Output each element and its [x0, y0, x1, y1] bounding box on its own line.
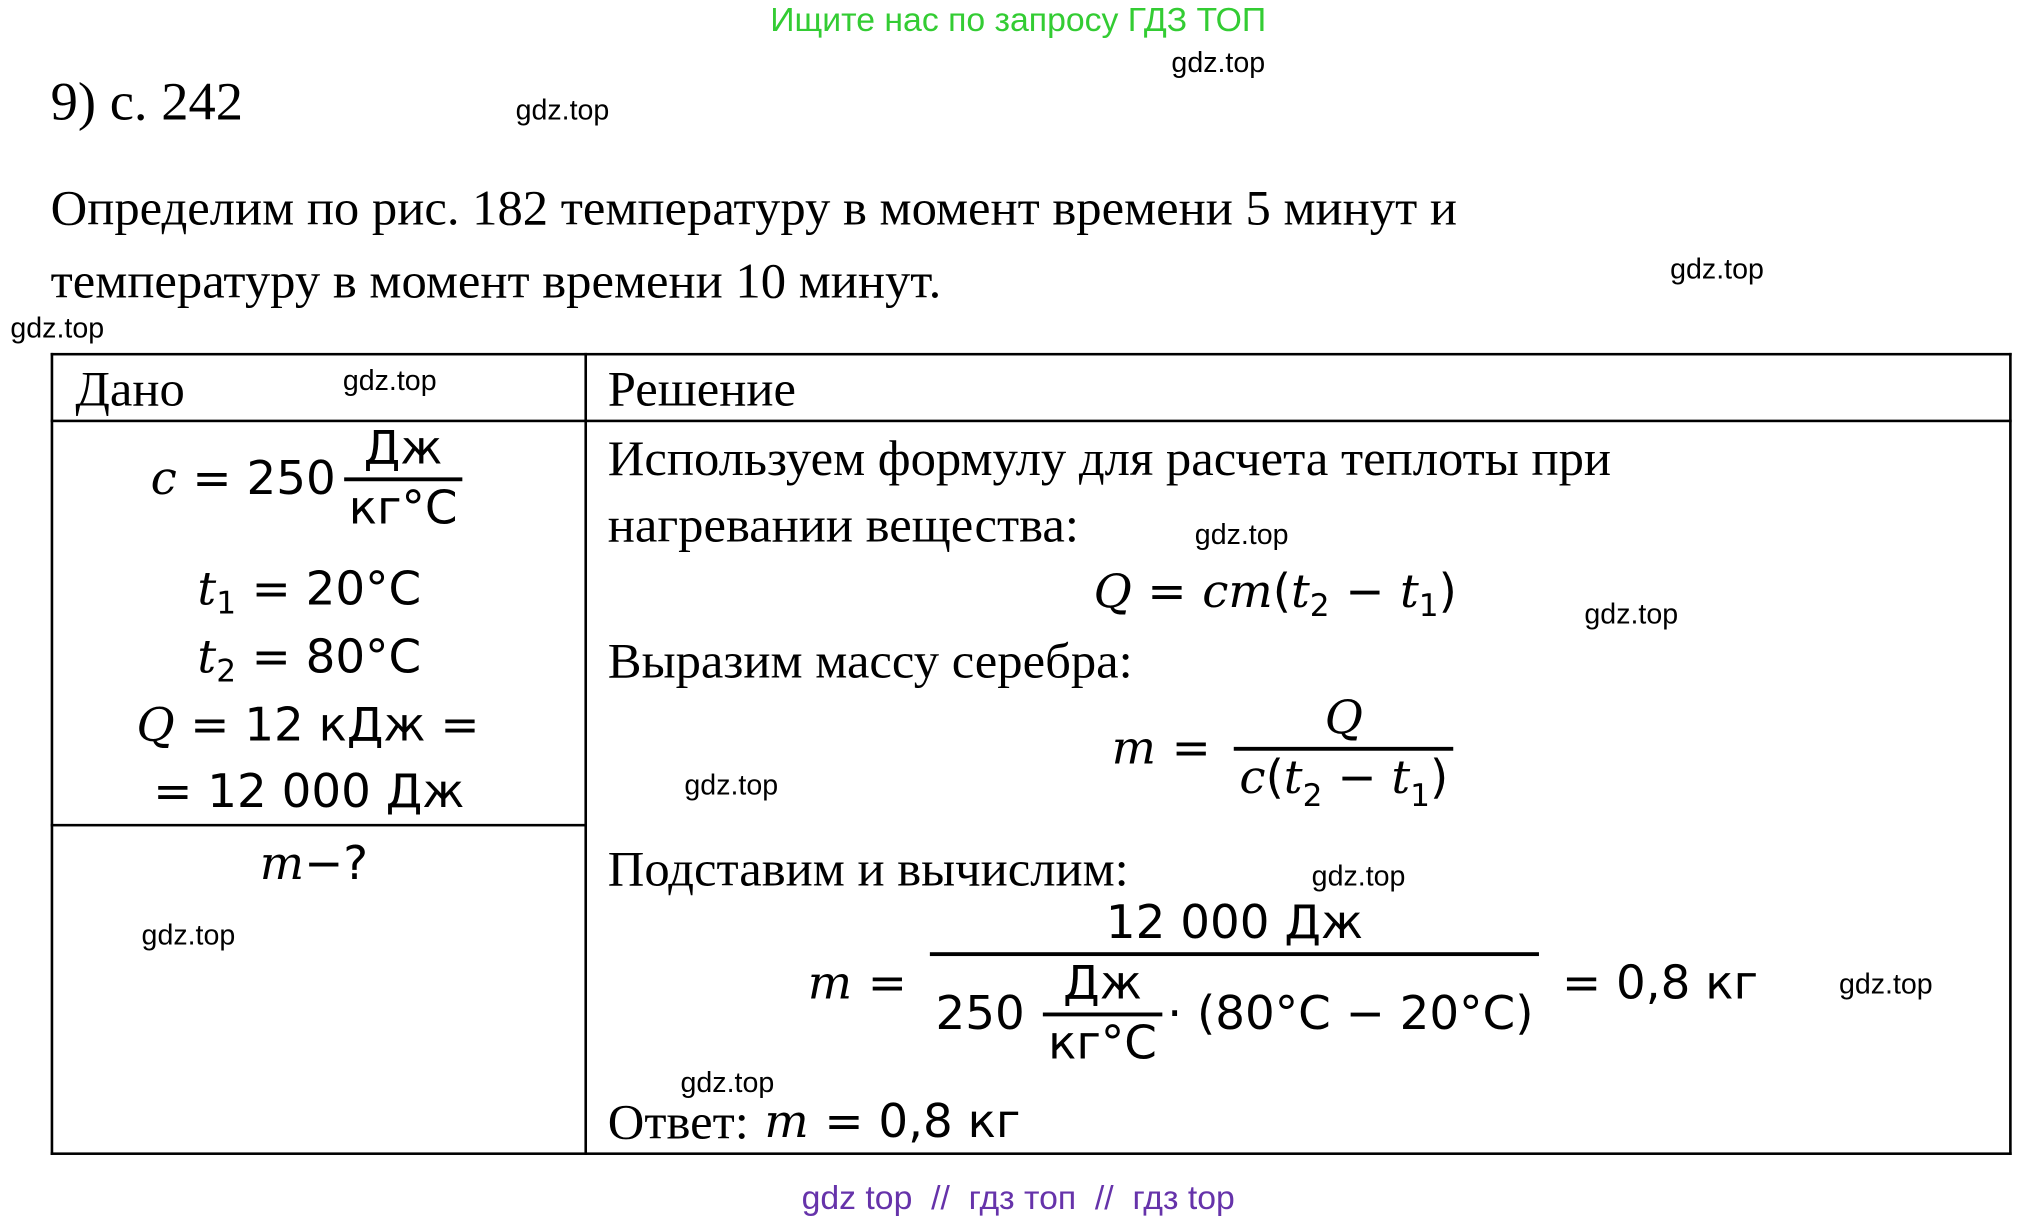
equals: =: [1147, 565, 1187, 619]
watermark: gdz.top: [515, 93, 610, 126]
find-m: [259, 837, 369, 891]
watermark: gdz.top: [1838, 967, 1933, 1000]
den-rest: · (80°С − 20°С): [1167, 987, 1534, 1041]
den-250: 250: [935, 987, 1025, 1041]
given-c: [150, 422, 471, 536]
c-unit-fraction: [344, 422, 463, 536]
table-border-top: [51, 353, 2012, 356]
answer-value: = 0,8 кг: [824, 1095, 1021, 1148]
minus: −: [1345, 565, 1385, 619]
paren: ): [1438, 565, 1457, 619]
intro-line-2: температуру в момент времени 10 минут.: [50, 254, 942, 310]
q-value-joules: = 12 000 Дж: [153, 766, 465, 819]
var-c: c: [150, 452, 177, 505]
var-m: m: [807, 957, 853, 1010]
paren: (: [1272, 565, 1291, 619]
mass-fraction: [1234, 691, 1453, 814]
watermark: gdz.top: [1670, 252, 1764, 285]
numerator: Q: [1324, 691, 1363, 745]
header-divider: [51, 420, 2012, 423]
given-q-converted: [153, 766, 465, 819]
calc-fraction: [930, 897, 1538, 1071]
watermark: gdz.top: [1171, 46, 1266, 79]
minus: −: [1337, 752, 1377, 805]
intro-line-1: Определим по рис. 182 температуру в момент времени 5 минут и: [50, 180, 1457, 237]
equals: =: [1171, 721, 1211, 775]
solution-line-3: Выразим массу серебра:: [607, 633, 1133, 690]
watermark: gdz.top: [10, 311, 105, 344]
solution-line-4: Подставим и вычислим:: [607, 841, 1129, 898]
table-border-left: [51, 353, 54, 1155]
var-q: Q: [1093, 565, 1132, 619]
solution-line-2: нагревании вещества:: [607, 497, 1079, 554]
var-t: t: [197, 631, 217, 684]
paren: ): [1430, 752, 1449, 805]
var-c: c: [1239, 752, 1266, 805]
c-unit-num: Дж: [363, 422, 443, 475]
watermark: gdz.top: [1311, 859, 1406, 892]
formula-mass: [1111, 691, 1462, 814]
given-q: [136, 699, 480, 753]
var-t: t: [1399, 565, 1419, 619]
denominator: [930, 952, 1538, 1071]
var-m: m: [764, 1095, 809, 1148]
solution-header: Решение: [607, 361, 796, 418]
var-m: m: [1111, 721, 1157, 775]
denominator: [1234, 747, 1453, 814]
var-q: Q: [136, 699, 175, 753]
banner-text: Ищите нас по запросу ГДЗ ТОП: [770, 0, 1267, 39]
given-find-divider: [51, 824, 586, 827]
var-t: t: [197, 563, 217, 616]
t1-value: = 20°С: [251, 563, 422, 616]
c-unit-den: кг°С: [344, 477, 463, 532]
watermark: gdz.top: [684, 768, 779, 801]
unit-fraction: [1043, 957, 1162, 1071]
given-t1: [197, 563, 422, 622]
subscript: 2: [1302, 777, 1323, 814]
watermark: gdz.top: [1194, 518, 1289, 551]
var-t: t: [1391, 752, 1411, 805]
watermark: gdz.top: [342, 364, 437, 397]
unit-den: кг°С: [1043, 1013, 1162, 1068]
answer-label: Ответ:: [607, 1094, 749, 1150]
watermark: gdz.top: [680, 1066, 775, 1099]
unit-num: Дж: [1063, 957, 1142, 1010]
subscript: 1: [216, 585, 237, 622]
t2-value: = 80°С: [251, 631, 422, 684]
table-border-bottom: [51, 1152, 2012, 1155]
result: = 0,8 кг: [1562, 957, 1759, 1010]
given-t2: [197, 631, 422, 690]
var-cm: cm: [1202, 565, 1273, 619]
column-divider: [584, 353, 587, 1155]
find-text: −?: [304, 837, 369, 891]
var-m: m: [259, 837, 305, 891]
watermark: gdz.top: [141, 918, 236, 951]
subscript: 2: [1309, 587, 1330, 624]
exercise-heading: 9) с. 242: [50, 73, 244, 133]
subscript: 2: [216, 653, 237, 690]
subscript: 1: [1418, 587, 1439, 624]
footer-links: gdz top // гдз топ // гдз top: [801, 1178, 1235, 1217]
numerator: 12 000 Дж: [1105, 897, 1364, 950]
formula-heat: [1093, 565, 1457, 624]
var-t: t: [1283, 752, 1303, 805]
equals: =: [867, 957, 907, 1010]
c-value: = 250: [192, 452, 336, 505]
var-t: t: [1290, 565, 1310, 619]
watermark: gdz.top: [1584, 598, 1679, 631]
formula-calc: [807, 897, 1759, 1071]
paren: (: [1265, 752, 1284, 805]
table-border-right: [2009, 353, 2012, 1155]
answer: [607, 1094, 1021, 1150]
subscript: 1: [1410, 777, 1431, 814]
q-value: = 12 кДж =: [190, 699, 480, 753]
given-header: Дано: [75, 361, 185, 418]
solution-line-1: Используем формулу для расчета теплоты при: [607, 431, 1612, 487]
